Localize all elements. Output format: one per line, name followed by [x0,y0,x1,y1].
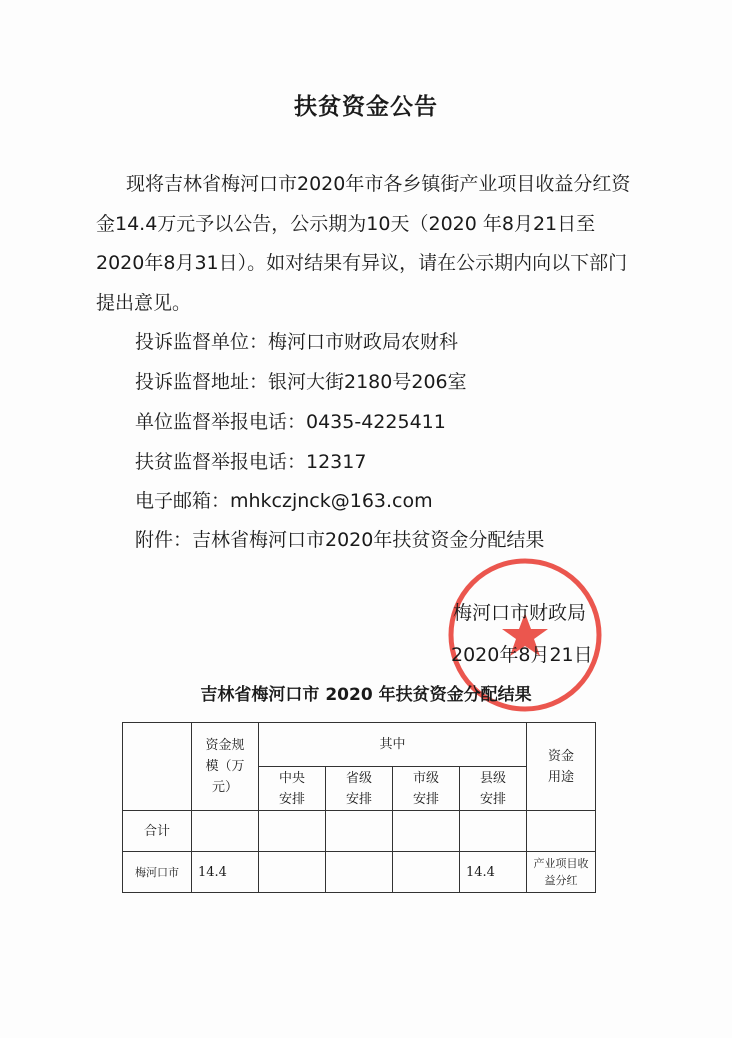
table-row [123,811,596,852]
row-scale: 14.4 [192,852,259,893]
header-city: 市级安排 [393,767,460,811]
header-scale: 资金规模（万元） [192,723,259,811]
signature-date: 2020年8月21日 [451,644,593,666]
email-line: 电子邮箱：mhkczjnck@163.com [135,490,433,512]
header-among: 其中 [259,723,527,767]
row-name: 梅河口市 [123,852,192,893]
announcement-text: 现将吉林省梅河口市2020年市各乡镇街产业项目收益分红资金14.4万元予以公告，公示期为10天（2020 年8月21日至2020年8月31日）。如对结果有异议，请在公示期内向以下部门提出意见。 [96,173,631,314]
row-use: 产业项目收益分红 [527,852,596,893]
page-title: 扶贫资金公告 [294,94,438,120]
attachment-line: 附件：吉林省梅河口市2020年扶贫资金分配结果 [135,529,545,551]
header-province: 省级安排 [326,767,393,811]
table-row [123,852,596,893]
header-use: 资金用途 [527,723,596,811]
complaint-address: 投诉监督地址：银河大街2180号206室 [135,371,467,393]
row-county: 14.4 [460,852,527,893]
row-name: 合计 [123,811,192,852]
header-county: 县级安排 [460,767,527,811]
announcement-paragraph [96,165,636,323]
table-title: 吉林省梅河口市 2020 年扶贫资金分配结果 [200,685,532,705]
allocation-table [122,722,596,893]
complaint-unit: 投诉监督单位：梅河口市财政局农财科 [135,331,459,353]
signature-org: 梅河口市财政局 [453,602,587,624]
header-central: 中央安排 [259,767,326,811]
unit-report-phone: 单位监督举报电话：0435-4225411 [135,411,446,433]
poverty-report-phone: 扶贫监督举报电话：12317 [135,451,367,473]
